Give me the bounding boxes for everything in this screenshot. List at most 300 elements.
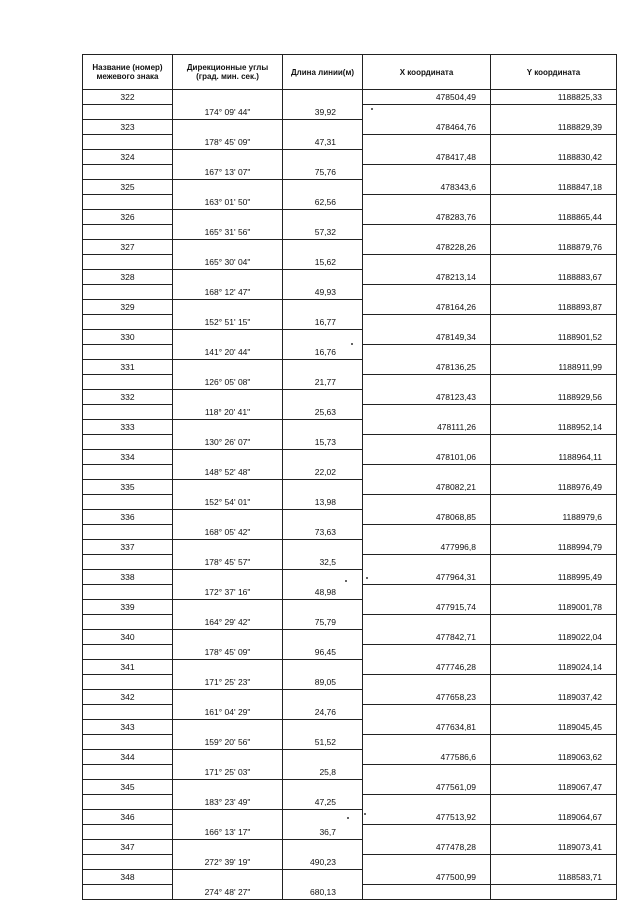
header-x: X координата [363, 55, 491, 90]
direction-angle-cell: 165° 31' 56" [173, 225, 283, 240]
x-coordinate-cell: 478149,34 [363, 330, 491, 345]
segment-row [83, 165, 617, 180]
y-coordinate-cell: 1188825,33 [491, 90, 617, 105]
length-blank-cell [283, 360, 363, 375]
y-coordinate-cell: 1188829,39 [491, 120, 617, 135]
point-name-cell: 336 [83, 510, 173, 525]
x-coordinate-cell: 477915,74 [363, 600, 491, 615]
length-blank-cell [283, 870, 363, 885]
direction-angle-cell: 171° 25' 23" [173, 675, 283, 690]
direction-angle-cell: 172° 37' 16" [173, 585, 283, 600]
y-blank-cell [491, 555, 617, 570]
y-blank-cell [491, 585, 617, 600]
x-coordinate-cell: 478123,43 [363, 390, 491, 405]
x-blank-cell [363, 435, 491, 450]
name-blank-cell [83, 375, 173, 390]
point-name-cell: 323 [83, 120, 173, 135]
name-blank-cell [83, 885, 173, 900]
y-coordinate-cell: 1189022,04 [491, 630, 617, 645]
segment-row [83, 195, 617, 210]
direction-angle-cell: 272° 39' 19" [173, 855, 283, 870]
point-name-cell: 325 [83, 180, 173, 195]
y-blank-cell [491, 645, 617, 660]
y-coordinate-cell: 1188976,49 [491, 480, 617, 495]
x-coordinate-cell: 478068,85 [363, 510, 491, 525]
name-blank-cell [83, 195, 173, 210]
x-blank-cell [363, 195, 491, 210]
length-blank-cell [283, 750, 363, 765]
angle-blank-cell [173, 840, 283, 855]
direction-angle-cell: 163° 01' 50" [173, 195, 283, 210]
segment-row [83, 765, 617, 780]
angle-blank-cell [173, 720, 283, 735]
x-coordinate-cell: 477478,28 [363, 840, 491, 855]
point-name-cell: 344 [83, 750, 173, 765]
direction-angle-cell: 274° 48' 27" [173, 885, 283, 900]
y-coordinate-cell: 1188583,71 [491, 870, 617, 885]
segment-row [83, 345, 617, 360]
point-name-cell: 327 [83, 240, 173, 255]
angle-blank-cell [173, 810, 283, 825]
scan-speck [364, 813, 366, 815]
line-length-cell: 25,63 [283, 405, 363, 420]
length-blank-cell [283, 600, 363, 615]
name-blank-cell [83, 435, 173, 450]
point-row [83, 690, 617, 705]
x-blank-cell [363, 405, 491, 420]
point-name-cell: 348 [83, 870, 173, 885]
x-coordinate-cell: 478343,6 [363, 180, 491, 195]
direction-angle-cell: 159° 20' 56" [173, 735, 283, 750]
y-blank-cell [491, 795, 617, 810]
direction-angle-cell: 178° 45' 09" [173, 135, 283, 150]
x-coordinate-cell: 478164,26 [363, 300, 491, 315]
name-blank-cell [83, 555, 173, 570]
y-blank-cell [491, 675, 617, 690]
name-blank-cell [83, 645, 173, 660]
x-blank-cell [363, 315, 491, 330]
line-length-cell: 47,25 [283, 795, 363, 810]
point-row [83, 600, 617, 615]
direction-angle-cell: 118° 20' 41" [173, 405, 283, 420]
point-row [83, 150, 617, 165]
y-blank-cell [491, 825, 617, 840]
x-coordinate-cell: 477586,6 [363, 750, 491, 765]
point-row [83, 420, 617, 435]
angle-blank-cell [173, 540, 283, 555]
point-name-cell: 347 [83, 840, 173, 855]
direction-angle-cell: 126° 05' 08" [173, 375, 283, 390]
segment-row [83, 675, 617, 690]
point-row [83, 450, 617, 465]
x-blank-cell [363, 105, 491, 120]
angle-blank-cell [173, 120, 283, 135]
y-blank-cell [491, 285, 617, 300]
segment-row [83, 825, 617, 840]
x-blank-cell [363, 585, 491, 600]
angle-blank-cell [173, 630, 283, 645]
point-row [83, 570, 617, 585]
name-blank-cell [83, 405, 173, 420]
angle-blank-cell [173, 750, 283, 765]
direction-angle-cell: 178° 45' 09" [173, 645, 283, 660]
y-coordinate-cell: 1189067,47 [491, 780, 617, 795]
x-coordinate-cell: 477658,23 [363, 690, 491, 705]
y-blank-cell [491, 765, 617, 780]
direction-angle-cell: 152° 51' 15" [173, 315, 283, 330]
length-blank-cell [283, 270, 363, 285]
direction-angle-cell: 168° 05' 42" [173, 525, 283, 540]
line-length-cell: 15,73 [283, 435, 363, 450]
x-coordinate-cell: 478111,26 [363, 420, 491, 435]
length-blank-cell [283, 510, 363, 525]
point-name-cell: 337 [83, 540, 173, 555]
point-name-cell: 332 [83, 390, 173, 405]
line-length-cell: 13,98 [283, 495, 363, 510]
name-blank-cell [83, 255, 173, 270]
length-blank-cell [283, 540, 363, 555]
y-blank-cell [491, 465, 617, 480]
y-coordinate-cell: 1188879,76 [491, 240, 617, 255]
point-row [83, 780, 617, 795]
point-row [83, 240, 617, 255]
angle-blank-cell [173, 570, 283, 585]
x-coordinate-cell: 478136,25 [363, 360, 491, 375]
angle-blank-cell [173, 150, 283, 165]
segment-row [83, 435, 617, 450]
x-blank-cell [363, 225, 491, 240]
y-coordinate-cell: 1189073,41 [491, 840, 617, 855]
line-length-cell: 15,62 [283, 255, 363, 270]
x-blank-cell [363, 495, 491, 510]
angle-blank-cell [173, 390, 283, 405]
line-length-cell: 96,45 [283, 645, 363, 660]
segment-row [83, 645, 617, 660]
point-name-cell: 333 [83, 420, 173, 435]
point-row [83, 360, 617, 375]
x-coordinate-cell: 478082,21 [363, 480, 491, 495]
point-row [83, 210, 617, 225]
direction-angle-cell: 165° 30' 04" [173, 255, 283, 270]
point-row [83, 480, 617, 495]
length-blank-cell [283, 210, 363, 225]
x-blank-cell [363, 555, 491, 570]
angle-blank-cell [173, 510, 283, 525]
name-blank-cell [83, 315, 173, 330]
point-row [83, 120, 617, 135]
angle-blank-cell [173, 90, 283, 105]
x-coordinate-cell: 477996,8 [363, 540, 491, 555]
y-coordinate-cell: 1189063,62 [491, 750, 617, 765]
header-y: Y координата [491, 55, 617, 90]
x-blank-cell [363, 465, 491, 480]
segment-row [83, 705, 617, 720]
y-coordinate-cell: 1188830,42 [491, 150, 617, 165]
y-blank-cell [491, 225, 617, 240]
segment-row [83, 315, 617, 330]
angle-blank-cell [173, 270, 283, 285]
x-coordinate-cell: 477561,09 [363, 780, 491, 795]
segment-row [83, 225, 617, 240]
x-blank-cell [363, 525, 491, 540]
point-row [83, 390, 617, 405]
y-blank-cell [491, 195, 617, 210]
x-blank-cell [363, 795, 491, 810]
line-length-cell: 75,79 [283, 615, 363, 630]
line-length-cell: 48,98 [283, 585, 363, 600]
length-blank-cell [283, 810, 363, 825]
y-blank-cell [491, 885, 617, 900]
direction-angle-cell: 168° 12' 47" [173, 285, 283, 300]
length-blank-cell [283, 150, 363, 165]
line-length-cell: 57,32 [283, 225, 363, 240]
y-blank-cell [491, 255, 617, 270]
direction-angle-cell: 183° 23' 49" [173, 795, 283, 810]
x-blank-cell [363, 135, 491, 150]
header-angle: Дирекционные углы (град. мин. сек.) [173, 55, 283, 90]
line-length-cell: 24,76 [283, 705, 363, 720]
name-blank-cell [83, 225, 173, 240]
x-coordinate-cell: 478283,76 [363, 210, 491, 225]
y-coordinate-cell: 1188994,79 [491, 540, 617, 555]
segment-row [83, 105, 617, 120]
length-blank-cell [283, 120, 363, 135]
direction-angle-cell: 141° 20' 44" [173, 345, 283, 360]
length-blank-cell [283, 720, 363, 735]
y-blank-cell [491, 735, 617, 750]
direction-angle-cell: 166° 13' 17" [173, 825, 283, 840]
x-blank-cell [363, 255, 491, 270]
angle-blank-cell [173, 210, 283, 225]
name-blank-cell [83, 585, 173, 600]
line-length-cell: 75,76 [283, 165, 363, 180]
line-length-cell: 47,31 [283, 135, 363, 150]
y-coordinate-cell: 1188979,6 [491, 510, 617, 525]
length-blank-cell [283, 780, 363, 795]
scan-speck [371, 108, 373, 110]
point-row [83, 810, 617, 825]
y-coordinate-cell: 1188952,14 [491, 420, 617, 435]
point-row [83, 840, 617, 855]
y-coordinate-cell: 1188929,56 [491, 390, 617, 405]
segment-row [83, 525, 617, 540]
x-coordinate-cell: 477746,28 [363, 660, 491, 675]
y-blank-cell [491, 135, 617, 150]
angle-blank-cell [173, 300, 283, 315]
y-coordinate-cell: 1188901,52 [491, 330, 617, 345]
x-coordinate-cell: 477513,92 [363, 810, 491, 825]
boundary-coordinates-table [82, 54, 617, 900]
x-blank-cell [363, 645, 491, 660]
direction-angle-cell: 171° 25' 03" [173, 765, 283, 780]
y-coordinate-cell: 1188911,99 [491, 360, 617, 375]
y-blank-cell [491, 345, 617, 360]
point-row [83, 870, 617, 885]
table-header [83, 55, 617, 90]
x-blank-cell [363, 855, 491, 870]
header-name: Название (номер) межевого знака [83, 55, 173, 90]
y-coordinate-cell: 1189064,67 [491, 810, 617, 825]
y-coordinate-cell: 1188883,67 [491, 270, 617, 285]
point-row [83, 750, 617, 765]
direction-angle-cell: 152° 54' 01" [173, 495, 283, 510]
angle-blank-cell [173, 780, 283, 795]
x-coordinate-cell: 478213,14 [363, 270, 491, 285]
length-blank-cell [283, 630, 363, 645]
name-blank-cell [83, 495, 173, 510]
y-blank-cell [491, 495, 617, 510]
segment-row [83, 465, 617, 480]
segment-row [83, 135, 617, 150]
name-blank-cell [83, 285, 173, 300]
length-blank-cell [283, 420, 363, 435]
table-body [83, 90, 617, 900]
y-blank-cell [491, 315, 617, 330]
direction-angle-cell: 130° 26' 07" [173, 435, 283, 450]
name-blank-cell [83, 105, 173, 120]
x-coordinate-cell: 478417,48 [363, 150, 491, 165]
line-length-cell: 36,7 [283, 825, 363, 840]
name-blank-cell [83, 735, 173, 750]
name-blank-cell [83, 165, 173, 180]
segment-row [83, 405, 617, 420]
y-coordinate-cell: 1188995,49 [491, 570, 617, 585]
y-coordinate-cell: 1189037,42 [491, 690, 617, 705]
point-name-cell: 346 [83, 810, 173, 825]
length-blank-cell [283, 570, 363, 585]
line-length-cell: 25,8 [283, 765, 363, 780]
y-blank-cell [491, 165, 617, 180]
length-blank-cell [283, 240, 363, 255]
point-name-cell: 331 [83, 360, 173, 375]
x-blank-cell [363, 615, 491, 630]
y-coordinate-cell: 1188865,44 [491, 210, 617, 225]
name-blank-cell [83, 795, 173, 810]
y-blank-cell [491, 375, 617, 390]
point-name-cell: 329 [83, 300, 173, 315]
point-name-cell: 335 [83, 480, 173, 495]
point-name-cell: 322 [83, 90, 173, 105]
line-length-cell: 62,56 [283, 195, 363, 210]
y-coordinate-cell: 1189024,14 [491, 660, 617, 675]
name-blank-cell [83, 615, 173, 630]
angle-blank-cell [173, 450, 283, 465]
y-blank-cell [491, 855, 617, 870]
name-blank-cell [83, 825, 173, 840]
point-name-cell: 345 [83, 780, 173, 795]
x-blank-cell [363, 705, 491, 720]
direction-angle-cell: 167° 13' 07" [173, 165, 283, 180]
angle-blank-cell [173, 180, 283, 195]
x-coordinate-cell: 478228,26 [363, 240, 491, 255]
angle-blank-cell [173, 330, 283, 345]
line-length-cell: 21,77 [283, 375, 363, 390]
segment-row [83, 285, 617, 300]
direction-angle-cell: 174° 09' 44" [173, 105, 283, 120]
x-blank-cell [363, 345, 491, 360]
y-blank-cell [491, 705, 617, 720]
y-coordinate-cell: 1188964,11 [491, 450, 617, 465]
x-coordinate-cell: 477500,99 [363, 870, 491, 885]
length-blank-cell [283, 180, 363, 195]
point-row [83, 510, 617, 525]
x-blank-cell [363, 885, 491, 900]
point-row [83, 630, 617, 645]
point-name-cell: 326 [83, 210, 173, 225]
length-blank-cell [283, 300, 363, 315]
line-length-cell: 490,23 [283, 855, 363, 870]
segment-row [83, 855, 617, 870]
point-row [83, 180, 617, 195]
angle-blank-cell [173, 240, 283, 255]
point-name-cell: 338 [83, 570, 173, 585]
name-blank-cell [83, 705, 173, 720]
x-coordinate-cell: 477634,81 [363, 720, 491, 735]
y-coordinate-cell: 1188847,18 [491, 180, 617, 195]
scan-speck [366, 577, 368, 579]
segment-row [83, 585, 617, 600]
point-name-cell: 339 [83, 600, 173, 615]
x-blank-cell [363, 765, 491, 780]
point-row [83, 330, 617, 345]
name-blank-cell [83, 675, 173, 690]
scan-speck [347, 817, 349, 819]
name-blank-cell [83, 465, 173, 480]
point-name-cell: 334 [83, 450, 173, 465]
line-length-cell: 39,92 [283, 105, 363, 120]
line-length-cell: 680,13 [283, 885, 363, 900]
segment-row [83, 255, 617, 270]
segment-row [83, 735, 617, 750]
line-length-cell: 22,02 [283, 465, 363, 480]
point-name-cell: 343 [83, 720, 173, 735]
point-row [83, 270, 617, 285]
line-length-cell: 73,63 [283, 525, 363, 540]
x-coordinate-cell: 478464,76 [363, 120, 491, 135]
scan-speck [351, 343, 353, 345]
length-blank-cell [283, 660, 363, 675]
segment-row [83, 885, 617, 900]
length-blank-cell [283, 90, 363, 105]
point-name-cell: 341 [83, 660, 173, 675]
x-blank-cell [363, 735, 491, 750]
angle-blank-cell [173, 870, 283, 885]
y-coordinate-cell: 1189045,45 [491, 720, 617, 735]
line-length-cell: 16,77 [283, 315, 363, 330]
x-coordinate-cell: 478504,49 [363, 90, 491, 105]
length-blank-cell [283, 480, 363, 495]
angle-blank-cell [173, 690, 283, 705]
x-coordinate-cell: 478101,06 [363, 450, 491, 465]
segment-row [83, 375, 617, 390]
name-blank-cell [83, 765, 173, 780]
line-length-cell: 89,05 [283, 675, 363, 690]
line-length-cell: 49,93 [283, 285, 363, 300]
angle-blank-cell [173, 480, 283, 495]
angle-blank-cell [173, 660, 283, 675]
point-name-cell: 324 [83, 150, 173, 165]
name-blank-cell [83, 855, 173, 870]
direction-angle-cell: 164° 29' 42" [173, 615, 283, 630]
angle-blank-cell [173, 360, 283, 375]
segment-row [83, 795, 617, 810]
segment-row [83, 555, 617, 570]
name-blank-cell [83, 525, 173, 540]
x-coordinate-cell: 477964,31 [363, 570, 491, 585]
name-blank-cell [83, 135, 173, 150]
point-row [83, 720, 617, 735]
y-blank-cell [491, 105, 617, 120]
